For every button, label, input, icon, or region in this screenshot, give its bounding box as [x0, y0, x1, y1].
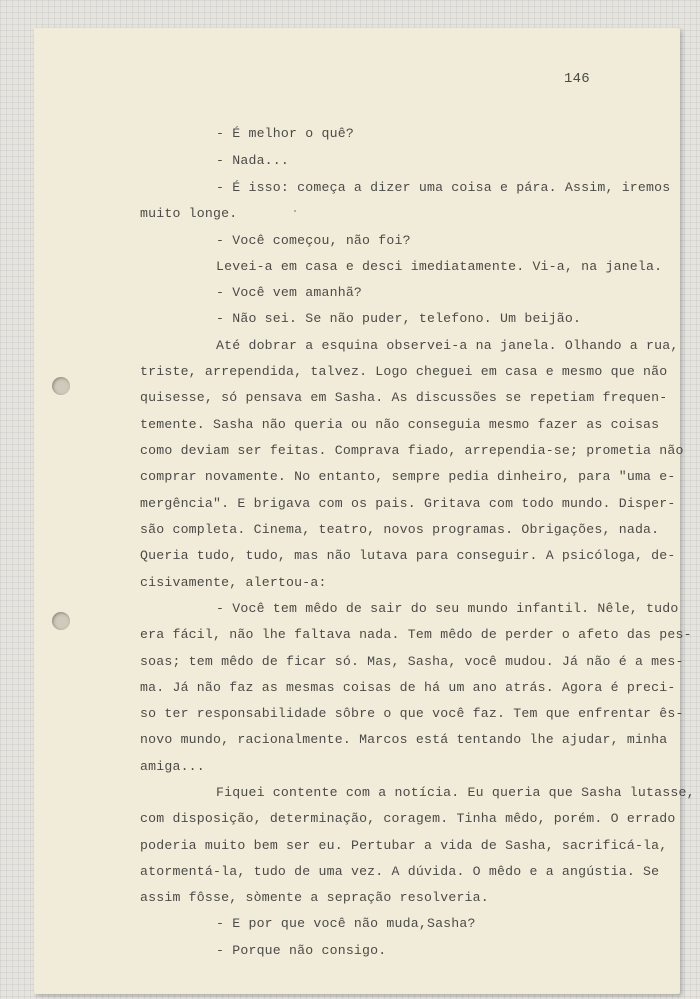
text-line: - É melhor o quê? — [216, 126, 354, 141]
text-line: assim fôsse, sòmente a sepração resolveria. — [140, 890, 489, 905]
text-line: - Nada... — [216, 153, 290, 168]
text-line: muito longe. — [140, 206, 238, 221]
text-line: - Porque não consigo. — [216, 943, 387, 958]
text-line: quisesse, só pensava em Sasha. As discussões se repetiam frequen- — [140, 390, 668, 405]
text-line: - Você começou, não foi? — [216, 233, 411, 248]
text-line: com disposição, determinação, coragem. Tinha mêdo, porém. O errado — [140, 811, 676, 826]
text-line: poderia muito bem ser eu. Pertubar a vida de Sasha, sacrificá-la, — [140, 838, 668, 853]
text-line: comprar novamente. No entanto, sempre pedia dinheiro, para "uma e- — [140, 469, 676, 484]
text-line: - Você vem amanhã? — [216, 285, 363, 300]
text-line: Levei-a em casa e desci imediatamente. Vi-a, na janela. — [216, 259, 663, 274]
text-line: so ter responsabilidade sôbre o que você faz. Tem que enfrentar ês- — [140, 706, 684, 721]
text-line: ma. Já não faz as mesmas coisas de há um ano atrás. Agora é preci- — [140, 680, 676, 695]
text-line: Até dobrar a esquina observei-a na janela. Olhando a rua, — [216, 338, 679, 353]
text-line: amiga... — [140, 759, 205, 774]
text-line: Queria tudo, tudo, mas não lutava para conseguir. A psicóloga, de- — [140, 548, 676, 563]
text-line: como deviam ser feitas. Comprava fiado, arrependia-se; prometia não — [140, 443, 684, 458]
text-line: são completa. Cinema, teatro, novos programas. Obrigações, nada. — [140, 522, 660, 537]
text-line: cisivamente, alertou-a: — [140, 575, 327, 590]
text-line: novo mundo, racionalmente. Marcos está tentando lhe ajudar, minha — [140, 732, 668, 747]
text-line: atormentá-la, tudo de uma vez. A dúvida. O mêdo e a angústia. Se — [140, 864, 660, 879]
text-line: - É isso: começa a dizer uma coisa e pára. Assim, iremos — [216, 180, 671, 195]
text-line: - Você tem mêdo de sair do seu mundo infantil. Nêle, tudo — [216, 601, 679, 616]
text-line: soas; tem mêdo de ficar só. Mas, Sasha, você mudou. Já não é a mes- — [140, 654, 684, 669]
text-line: triste, arrependida, talvez. Logo cheguei em casa e mesmo que não — [140, 364, 668, 379]
text-line: temente. Sasha não queria ou não conseguia mesmo fazer as coisas — [140, 417, 660, 432]
text-line: Fiquei contente com a notícia. Eu queria que Sasha lutasse, — [216, 785, 695, 800]
text-line: mergência". E brigava com os pais. Gritava com todo mundo. Disper- — [140, 496, 676, 511]
text-line: era fácil, não lhe faltava nada. Tem mêdo de perder o afeto das pes- — [140, 627, 692, 642]
page-number: 146 — [564, 71, 590, 87]
text-line: - E por que você não muda,Sasha? — [216, 916, 476, 931]
text-line: - Não sei. Se não puder, telefono. Um beijão. — [216, 311, 582, 326]
